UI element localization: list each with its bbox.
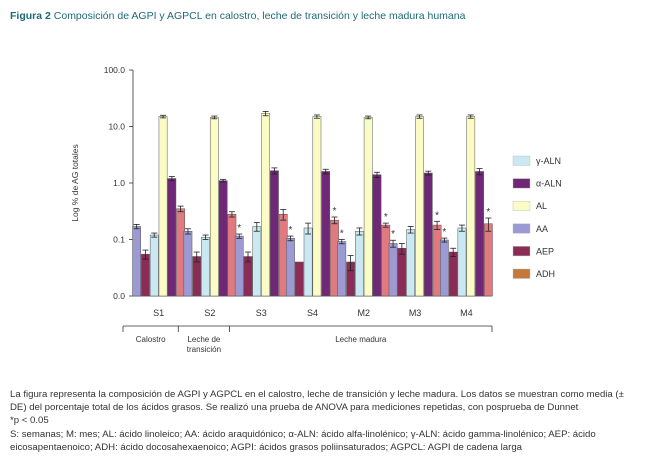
caption-abbreviations: S: semanas; M: mes; AL: ácido linoleico; AA: ácido araquidónico; α-ALN: ácido alfa-linolénico; γ-ALN: ácido gamma-linolénico; AEP: ácido eicosapentaenoico; ADH: ácido docosahexaenoico; AGPI: ácidos grasos poliinsaturados; AGPCL: AGPI de cadena larga [10,428,596,453]
legend-label: AA [536,223,549,234]
bar-S3-ADH [279,214,287,296]
bar-S2-AL [210,117,218,296]
bar-S3-AA [235,236,243,296]
bar-S1-AL [159,117,167,296]
bar-M3-AEP [398,248,406,296]
x-tick-label: S2 [204,308,216,318]
legend-swatch-AEP [513,246,530,256]
bar-M2-α-ALN [373,175,381,296]
group-label: Calostro [135,335,166,344]
bar-S3-AL [262,113,270,296]
significance-marker: * [383,212,388,224]
legend-label: AL [536,201,548,212]
legend-swatch-AA [513,224,530,234]
y-tick-label: 0.0 [113,291,125,301]
bar-S1-AEP [141,254,149,296]
group-label: Leche madura [335,335,387,344]
bar-S4-ADH [330,220,338,296]
bar-S2-α-ALN [219,181,227,296]
bar-S1-γ-ALN [150,235,158,296]
figure-caption [10,388,638,454]
significance-marker: * [442,227,447,239]
bar-M4-AA [440,240,448,296]
bar-M2-ADH [382,225,390,296]
y-tick-label: 1.0 [113,178,125,188]
figure-label: Figura 2 [10,10,51,22]
significance-marker: * [435,210,440,222]
legend-swatch-ADH [513,269,530,279]
bar-M3-AA [389,243,397,296]
legend-swatch-AL [513,201,530,211]
significance-marker: * [332,206,337,218]
legend-label: ADH [536,269,556,279]
bar-M4-γ-ALN [458,228,466,296]
bar-S3-α-ALN [270,171,278,296]
x-tick-label: S4 [306,308,319,318]
x-tick-label: M4 [460,308,473,318]
bar-S2-AA [184,231,192,296]
y-axis-label: Log % de AG totales [70,144,80,222]
bar-M2-γ-ALN [355,231,363,296]
bar-S2-γ-ALN [201,237,209,296]
bar-M2-AL [364,117,372,296]
bar-M3-α-ALN [424,173,432,296]
bar-M4-AL [467,117,475,296]
figure-title-text: Composición de AGPI y AGPCL en calostro, leche de transición y leche madura humana [53,10,466,22]
bar-S4-AA [286,238,294,296]
significance-marker: * [237,223,242,235]
group-label: transición [186,345,222,354]
y-tick-label: 0.1 [113,234,125,245]
bar-S4-γ-ALN [304,228,312,296]
bar-M4-α-ALN [475,171,483,296]
caption-description: La figura representa la composición de AGPI y AGPCL en el calostro, leche de transición y leche madura. Los datos se muestran como media (± DE) del porcentaje total de los ácidos grasos. Se realizó una prueba de ANOVA para mediciones repetidas, con posprueba de Dunnet [10,389,624,414]
bar-M3-ADH [433,225,441,296]
bar-S4-AL [313,117,321,296]
legend-label: α-ALN [536,178,562,189]
significance-marker: * [288,225,293,237]
x-tick-label: M3 [408,308,422,318]
caption-significance: *p < 0.05 [10,415,49,427]
y-tick-label: 10.0 [108,121,125,132]
legend-swatch-γ-ALN [513,156,530,166]
x-tick-label: S1 [153,308,165,318]
bar-S1-ADH [177,209,185,296]
bar-M3-AL [415,117,423,296]
group-label: Leche de [187,335,221,344]
bar-S3-γ-ALN [253,226,261,296]
bar-M4-ADH [484,224,492,296]
bar-M2-AA [338,242,346,296]
legend-label: γ-ALN [536,156,562,166]
bar-S1-AA [133,226,141,296]
significance-marker: * [339,228,344,240]
x-tick-label: S3 [255,308,267,318]
bar-S2-AEP [193,257,201,296]
legend-label: AEP [536,246,555,257]
significance-marker: * [486,207,491,219]
x-tick-label: M2 [357,308,371,318]
y-tick-label: 100.0 [103,65,125,75]
bar-S4-α-ALN [322,171,330,296]
bar-S1-α-ALN [168,179,176,296]
significance-marker: * [391,229,396,241]
bar-S4-AEP [295,262,303,296]
bar-M4-AEP [449,252,457,296]
bar-S2-ADH [228,214,236,296]
legend-swatch-α-ALN [513,179,530,189]
bar-M3-γ-ALN [407,230,415,296]
bar-S3-AEP [244,257,252,296]
